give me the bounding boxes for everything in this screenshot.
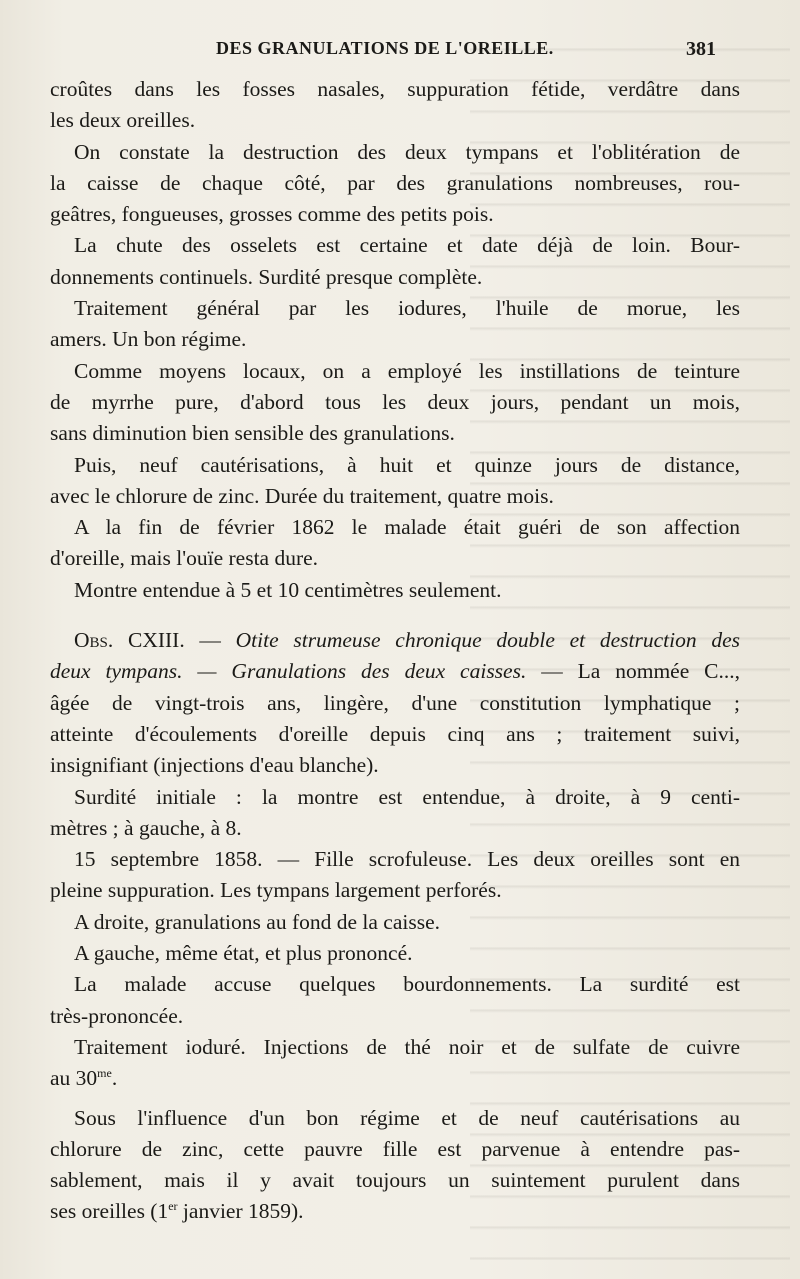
text-line: insignifiant (injections d'eau blanche).: [50, 753, 379, 778]
observation-patient: — La nommée C...,: [526, 659, 740, 684]
page-number: 381: [686, 38, 716, 60]
text-line: sablement, mais il y avait toujours un suintement purulent dans: [50, 1168, 740, 1193]
text-line: Puis, neuf cautérisations, à huit et quinze jours de distance,: [74, 452, 740, 477]
text-line: La malade accuse quelques bourdonnements. La surdité est: [74, 972, 740, 997]
text-fragment: au 30: [50, 1066, 98, 1091]
paragraph-gap: [50, 1095, 740, 1103]
running-head: DES GRANULATIONS DE L'OREILLE.: [216, 38, 554, 58]
text-line: très-prononcée.: [50, 1003, 184, 1028]
text-line: Traitement général par les iodures, l'huile de morue, les: [74, 296, 740, 321]
text-line: sans diminution bien sensible des granulations.: [50, 421, 455, 446]
observation-heading-line: [50, 656, 740, 687]
text-line: Traitement ioduré. Injections de thé noir et de sulfate de cuivre: [74, 1034, 740, 1059]
superscript: er: [168, 1199, 178, 1214]
text-line: pleine suppuration. Les tympans largement perforés.: [50, 878, 502, 903]
text-line: A droite, granulations au fond de la caisse.: [74, 909, 440, 934]
observation-title: Otite strumeuse chronique double et destruction des: [235, 628, 740, 653]
text-line: donnements continuels. Surdité presque complète.: [50, 264, 483, 289]
text-line: A gauche, même état, et plus prononcé.: [74, 941, 413, 966]
text-line: [50, 1196, 740, 1227]
text-line: Sous l'influence d'un bon régime et de neuf cautérisations au: [74, 1105, 740, 1130]
text-line: Comme moyens locaux, on a employé les instillations de teinture: [74, 358, 740, 383]
text-line: la caisse de chaque côté, par des granulations nombreuses, rou-: [50, 170, 740, 195]
text-line: les deux oreilles.: [50, 108, 196, 133]
text-fragment: .: [111, 1066, 118, 1091]
text-line: 15 septembre 1858. — Fille scrofuleuse. Les deux oreilles sont en: [74, 847, 740, 872]
text-line: croûtes dans les fosses nasales, suppuration fétide, verdâtre dans: [50, 77, 740, 101]
body-text: [50, 74, 740, 1228]
text-line: chlorure de zinc, cette pauvre fille est parvenue à entendre pas-: [50, 1136, 740, 1161]
text-line: mètres ; à gauche, à 8.: [50, 815, 242, 840]
text-line: atteinte d'écoulements d'oreille depuis cinq ans ; traitement suivi,: [50, 721, 740, 746]
text-line: [50, 1063, 740, 1094]
text-line: A la fin de février 1862 le malade était guéri de son affection: [74, 515, 740, 540]
text-line: La chute des osselets est certaine et date déjà de loin. Bour-: [74, 233, 740, 258]
text-line: de myrrhe pure, d'abord tous les deux jours, pendant un mois,: [50, 389, 740, 414]
text-line: âgée de vingt-trois ans, lingère, d'une constitution lymphatique ;: [50, 690, 740, 715]
observation-title: deux tympans. — Granulations des deux caisses.: [50, 659, 527, 684]
text-line: d'oreille, mais l'ouïe resta dure.: [50, 546, 319, 571]
text-fragment: janvier 1859).: [177, 1199, 304, 1224]
text-fragment: ses oreilles (1: [50, 1199, 169, 1224]
text-line: On constate la destruction des deux tympans et l'oblitération de: [74, 139, 740, 164]
superscript: me: [97, 1066, 112, 1081]
text-line: geâtres, fongueuses, grosses comme des petits pois.: [50, 202, 494, 227]
observation-label: Obs. CXIII.: [74, 628, 185, 653]
text-line: Surdité initiale : la montre est entendue, à droite, à 9 centi-: [74, 784, 740, 809]
section-gap: [50, 606, 740, 625]
observation-dash: —: [184, 628, 236, 653]
text-line: Montre entendue à 5 et 10 centimètres seulement.: [74, 577, 502, 602]
text-line: amers. Un bon régime.: [50, 327, 247, 352]
text-line: avec le chlorure de zinc. Durée du traitement, quatre mois.: [50, 483, 554, 508]
observation-heading-line: [50, 625, 740, 656]
